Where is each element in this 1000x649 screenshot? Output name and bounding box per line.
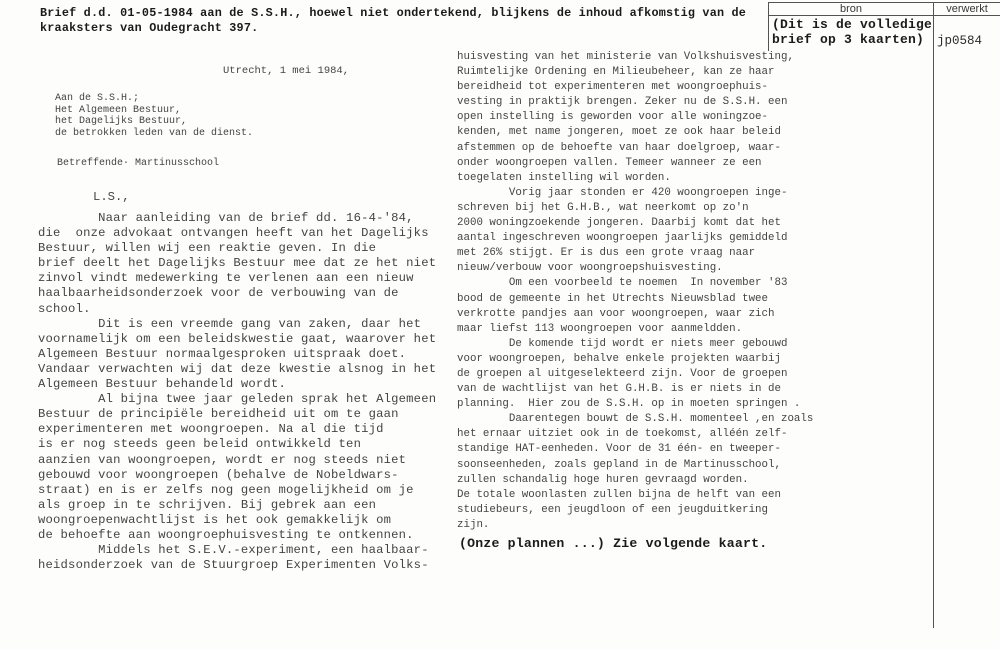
table-header-rule bbox=[768, 15, 1000, 16]
letter-left-column bbox=[38, 211, 436, 573]
text-line: schreven bij het G.H.B., wat neerkomt op zo'n bbox=[457, 201, 749, 214]
text-line: huisvesting van het ministerie van Volkshuisvesting, bbox=[457, 51, 794, 63]
text-line: voornamelijk om een beleidskwestie gaat, waarover het bbox=[38, 331, 437, 346]
archive-top-note bbox=[40, 6, 746, 35]
text-line: de betrokken leden van de dienst. bbox=[55, 128, 254, 140]
text-line: nieuw/verbouw voor woongroepshuisvesting. bbox=[457, 262, 723, 275]
text-line: straat) en is er zelfs nog geen mogelijkheid om je bbox=[38, 482, 414, 497]
text-line: de behoefte aan woongroephuisvesting te ontkennen. bbox=[38, 527, 414, 542]
text-line: bood de gemeente in het Utrechts Nieuwsblad twee bbox=[457, 292, 769, 305]
text-line: zijn. bbox=[457, 518, 490, 531]
verwerkt-cell-value: jp0584 bbox=[937, 34, 983, 48]
text-line: Naar aanleiding van de brief dd. 16-4-'84, bbox=[38, 211, 414, 225]
text-line: toegelaten instelling wil worden. bbox=[457, 171, 671, 184]
text-line: bereidheid tot experimenteren met woongroephuis- bbox=[457, 81, 769, 94]
bron-cell-value bbox=[772, 18, 932, 48]
text-line: woongroepenwachtlijst is het ook gemakkelijk om bbox=[38, 512, 392, 527]
text-line: Algemeen Bestuur behandeld wordt. bbox=[38, 377, 286, 392]
text-line: is er nog steeds geen beleid ontwikkeld ten bbox=[38, 437, 362, 452]
verwerkt-column-header: verwerkt bbox=[946, 3, 988, 15]
text-line: onder woongroepen vallen. Temeer wanneer ze een bbox=[457, 156, 762, 169]
text-line: afstemmen op de behoefte van haar doelgroep, waar- bbox=[457, 141, 781, 154]
text-line: 2000 woningzoekende jongeren. Daarbij komt dat het bbox=[457, 217, 781, 230]
text-line: haalbaarheidsonderzoek voor de verbouwing van de bbox=[38, 286, 399, 301]
text-line: brief deelt het Dagelijks Bestuur mee dat ze het niet bbox=[38, 256, 437, 271]
text-line: Al bijna twee jaar geleden sprak het Algemeen bbox=[38, 392, 437, 407]
letter-salutation: L.S., bbox=[93, 190, 130, 204]
table-column-divider bbox=[933, 2, 934, 628]
text-line: het ernaar uitziet ook in de toekomst, alléén zelf- bbox=[457, 428, 788, 441]
text-line: De komende tijd wordt er niets meer gebouwd bbox=[457, 337, 788, 350]
text-line: Vandaar verwachten wij dat deze kwestie alsnog in het bbox=[38, 361, 437, 376]
text-line: Dit is een vreemde gang van zaken, daar het bbox=[38, 316, 422, 331]
text-line: van de wachtlijst van het G.H.B. is er niets in de bbox=[457, 383, 781, 396]
text-line: Om een voorbeeld te noemen In november '83 bbox=[457, 277, 788, 290]
text-line: Bestuur, willen wij een reaktie geven. In die bbox=[38, 241, 377, 256]
text-line: met 26% stijgt. Er is dus een grote vraag naar bbox=[457, 247, 756, 260]
text-line: de groepen al uitgeselekteerd zijn. Voor de groepen bbox=[457, 367, 788, 380]
text-line: Brief d.d. 01-05-1984 aan de S.S.H., hoewel niet ondertekend, blijkens de inhoud afkomstig van de bbox=[40, 6, 747, 20]
text-line: Middels het S.E.V.-experiment, een haalbaar- bbox=[38, 543, 429, 558]
text-line: zinvol vindt medewerking te verlenen aan een nieuw bbox=[38, 271, 414, 286]
archive-closing-note: (Onze plannen ...) Zie volgende kaart. bbox=[459, 536, 768, 551]
text-line: (Dit is de volledige bbox=[772, 17, 933, 32]
text-line: als groep in te schrijven. Bij gebrek aan een bbox=[38, 497, 377, 512]
text-line: standige HAT-eenheden. Voor de 31 één- en tweeper- bbox=[457, 443, 781, 456]
letter-right-column bbox=[457, 50, 813, 533]
text-line: kraaksters van Oudegracht 397. bbox=[40, 20, 259, 35]
text-line: school. bbox=[38, 301, 91, 316]
text-line: Ruimtelijke Ordening en Milieubeheer, kan ze haar bbox=[457, 66, 775, 79]
text-line: zullen schandalig hoge huren gevraagd worden. bbox=[457, 473, 749, 486]
text-line: die onze advokaat ontvangen heeft van het Dagelijks bbox=[38, 226, 429, 241]
text-line: het Dagelijks Bestuur, bbox=[55, 116, 188, 128]
text-line: studiebeurs, een jeugdloon of een jeugduitkering bbox=[457, 503, 769, 516]
text-line: Algemeen Bestuur normaalgesproken uitspraak doet. bbox=[38, 346, 407, 361]
text-line: De totale woonlasten zullen bijna de helft van een bbox=[457, 488, 781, 501]
bron-column-header: bron bbox=[839, 3, 863, 15]
text-line: Bestuur de principiële bereidheid uit om te gaan bbox=[38, 407, 399, 422]
text-line: planning. Hier zou de S.S.H. op in moeten springen . bbox=[457, 398, 801, 411]
text-line: aanzien van woongroepen, wordt er nog steeds niet bbox=[38, 452, 407, 467]
text-line: soonseenheden, zoals gepland in de Martinusschool, bbox=[457, 458, 781, 471]
text-line: heidsonderzoek van de Stuurgroep Experimenten Volks- bbox=[38, 558, 429, 573]
text-line: Vorig jaar stonden er 420 woongroepen inge- bbox=[457, 186, 788, 199]
text-line: voor woongroepen, behalve enkele projekten waarbij bbox=[457, 352, 781, 365]
text-line: brief op 3 kaarten) bbox=[772, 31, 925, 47]
text-line: vesting in praktijk brengen. Zeker nu de S.S.H. een bbox=[457, 96, 788, 109]
text-line: aantal ingeschreven woongroepen jaarlijks gemiddeld bbox=[457, 232, 788, 245]
text-line: Daarentegen bouwt de S.S.H. momenteel ,en zoals bbox=[457, 413, 814, 426]
text-line: open instelling is geworden voor alle woningzoe- bbox=[457, 111, 769, 124]
text-line: maar liefst 113 woongroepen voor aanmeldden. bbox=[457, 322, 743, 335]
letter-subject-line: Betreffende· Martinusschool bbox=[57, 158, 220, 169]
letter-address-block bbox=[55, 93, 253, 140]
text-line: verkrotte pandjes aan voor woongroepen, waar zich bbox=[457, 307, 775, 320]
letter-dateline: Utrecht, 1 mei 1984, bbox=[223, 65, 350, 77]
text-line: gebouwd voor woongroepen (behalve de Nobeldwars- bbox=[38, 467, 399, 482]
text-line: Aan de S.S.H.; bbox=[55, 93, 140, 104]
text-line: Het Algemeen Bestuur, bbox=[55, 104, 182, 116]
text-line: experimenteren met woongroepen. Na al die tijd bbox=[38, 422, 384, 437]
text-line: kenden, met name jongeren, moet ze ook haar beleid bbox=[457, 126, 781, 139]
